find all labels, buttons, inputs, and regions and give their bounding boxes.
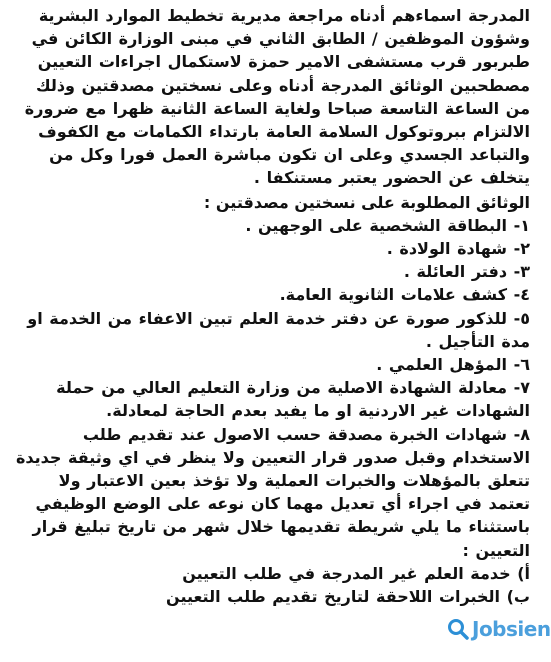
- intro-line: مصطحبين الوثائق المدرجة أدناه وعلى نسختين مصدقتين وذلك: [35, 75, 530, 95]
- list-item-line: باستثناء ما يلي شريطة تقديمها خلال شهر من تاريخ تبليغ قرار: [32, 517, 530, 537]
- list-item-line: أ) خدمة العلم غير المدرجة في طلب التعيين: [182, 563, 530, 583]
- list-item: [10, 585, 530, 608]
- watermark-text: Jobsien: [472, 617, 551, 641]
- list-item-line: التعيين :: [462, 540, 530, 560]
- list-item-line: الاستخدام وقبل صدور قرار التعيين ولا ينظر في اي وثيقة جديدة: [15, 447, 530, 467]
- list-item-line: ٢- شهادة الولادة .: [386, 239, 530, 259]
- list-item-line: تتعلق بالمؤهلات والخبرات العملية ولا تؤخذ بعين الاعتبار ولا: [58, 471, 530, 491]
- magnifier-icon: [446, 617, 470, 641]
- watermark: [446, 617, 551, 641]
- list-item-line: ب) الخبرات اللاحقة لتاريخ تقديم طلب التعيين: [166, 587, 530, 607]
- intro-line: من الساعة التاسعة صباحا ولغاية الساعة الثانية ظهرا مع ضرورة: [24, 98, 530, 118]
- list-item-line: ٥- للذكور صورة عن دفتر خدمة العلم تبين الاعفاء من الخدمة او: [27, 308, 530, 328]
- list-item: [10, 423, 530, 562]
- list-item-line: مدة التأجيل .: [425, 331, 530, 351]
- intro-line: طبربور قرب مستشفى الامير حمزة لاستكمال اجراءات التعيين: [37, 52, 530, 72]
- intro-line: المدرجة اسماءهم أدناه مراجعة مديرية تخطيط الموارد البشرية: [38, 6, 530, 25]
- intro-line: والتباعد الجسدي وعلى ان تكون مباشرة العمل فورا وكل من: [49, 145, 530, 165]
- cut-off-line: [14, 650, 500, 662]
- list-item-line: ١- البطاقة الشخصية على الوجهين .: [245, 215, 530, 235]
- list-item-line: الشهادات غير الاردنية او ما يفيد بعدم الحاجة لمعادلة.: [106, 401, 530, 421]
- list-item: [10, 237, 530, 260]
- list-item-line: ٧- معادلة الشهادة الاصلية من وزارة التعليم العالي من حملة: [56, 378, 530, 398]
- list-item: [10, 260, 530, 283]
- list-item: [10, 307, 530, 353]
- list-item: [10, 283, 530, 306]
- list-item-line: ٨- شهادات الخبرة مصدقة حسب الاصول عند تقديم طلب: [82, 424, 530, 444]
- intro-line: يتخلف عن الحضور يعتبر مستنكفا .: [253, 168, 530, 188]
- documents-list: [10, 214, 530, 608]
- intro-paragraph: [10, 4, 530, 190]
- list-item: [10, 376, 530, 422]
- list-item-line: تعتمد في اجراء أي تعديل مهما كان نوعه على الوضع الوظيفي: [35, 494, 530, 514]
- intro-line: وشؤون الموظفين / الطابق الثاني في مبنى الوزارة الكائن في: [31, 29, 530, 49]
- intro-line: الالتزام ببروتوكول السلامة العامة بارتداء الكمامات مع الكفوف: [38, 122, 530, 142]
- list-item-line: ٦- المؤهل العلمي .: [376, 355, 530, 375]
- list-item-line: ٤- كشف علامات الثانوية العامة.: [279, 285, 530, 305]
- list-item: [10, 562, 530, 585]
- documents-heading: الوثائق المطلوبة على نسختين مصدقتين :: [203, 192, 530, 212]
- list-item: [10, 214, 530, 237]
- list-item-line: ٣- دفتر العائلة .: [403, 262, 530, 282]
- list-item: [10, 353, 530, 376]
